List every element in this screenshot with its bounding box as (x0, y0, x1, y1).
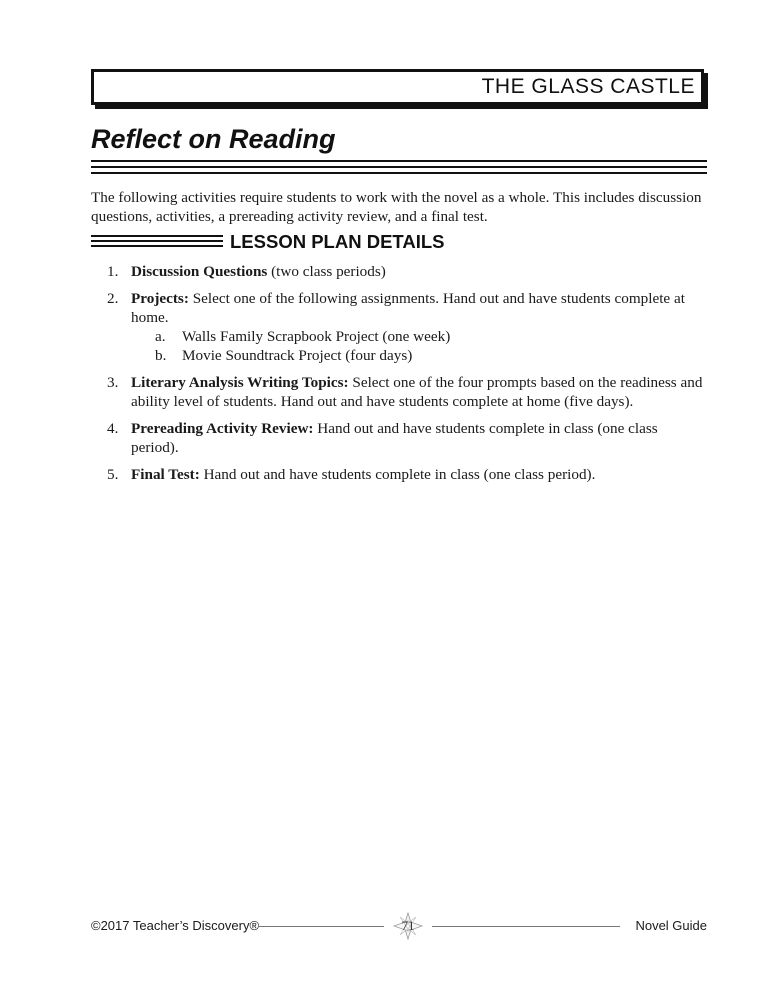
list-item (91, 289, 707, 365)
sub-item-letter: a. (155, 328, 166, 345)
item-text: Hand out and have students complete in class (one class period). (131, 420, 658, 456)
sub-list-item (131, 346, 707, 365)
item-text: Select one of the four prompts based on the readiness and ability level of students. Hand out and have students complete at home (five days). (131, 374, 703, 410)
page-title: Reflect on Reading (91, 124, 336, 154)
title-rule-top (91, 160, 707, 162)
item-number: 1. (107, 263, 119, 280)
item-number: 4. (107, 420, 119, 437)
list-item (91, 262, 707, 281)
lesson-steps-list (91, 262, 707, 492)
heading-rule (91, 240, 223, 242)
item-label: Literary Analysis Writing Topics: (131, 374, 349, 391)
item-text: Select one of the following assignments. Hand out and have students complete at home. (131, 290, 685, 326)
list-item (91, 465, 707, 484)
item-label: Prereading Activity Review: (131, 420, 314, 437)
item-number: 2. (107, 290, 119, 307)
item-label: Projects: (131, 290, 189, 307)
project-options-list (131, 327, 707, 365)
list-item (91, 373, 707, 411)
guide-label: Novel Guide (635, 918, 707, 933)
sub-list-item (131, 327, 707, 346)
sub-item-text: Walls Family Scrapbook Project (one week) (182, 328, 451, 345)
page-number: 71 (401, 918, 415, 933)
heading-rule (91, 245, 223, 247)
page-number-badge (388, 912, 428, 940)
item-number: 5. (107, 466, 119, 483)
title-rule-bottom (91, 172, 707, 174)
item-label: Final Test: (131, 466, 200, 483)
item-label: Discussion Questions (131, 263, 268, 280)
footer-rule-right (432, 926, 620, 927)
sub-item-letter: b. (155, 347, 167, 364)
copyright-notice: ©2017 Teacher’s Discovery® (91, 918, 260, 933)
item-number: 3. (107, 374, 119, 391)
item-text: Hand out and have students complete in class (one class period). (199, 466, 596, 483)
list-item (91, 419, 707, 457)
book-title: THE GLASS CASTLE (481, 75, 695, 98)
sub-item-text: Movie Soundtrack Project (four days) (182, 347, 413, 364)
section-title: LESSON PLAN DETAILS (230, 231, 445, 252)
page-footer (91, 912, 707, 940)
title-rule-middle (91, 166, 707, 168)
header-banner (91, 69, 704, 105)
section-heading (91, 232, 711, 254)
footer-rule-left (259, 926, 384, 927)
heading-rule (91, 235, 223, 237)
intro-paragraph: The following activities require students to work with the novel as a whole. This includes discussion questions, activities, a prereading activity review, and a final test. (91, 189, 702, 225)
item-text: (two class periods) (267, 263, 386, 280)
